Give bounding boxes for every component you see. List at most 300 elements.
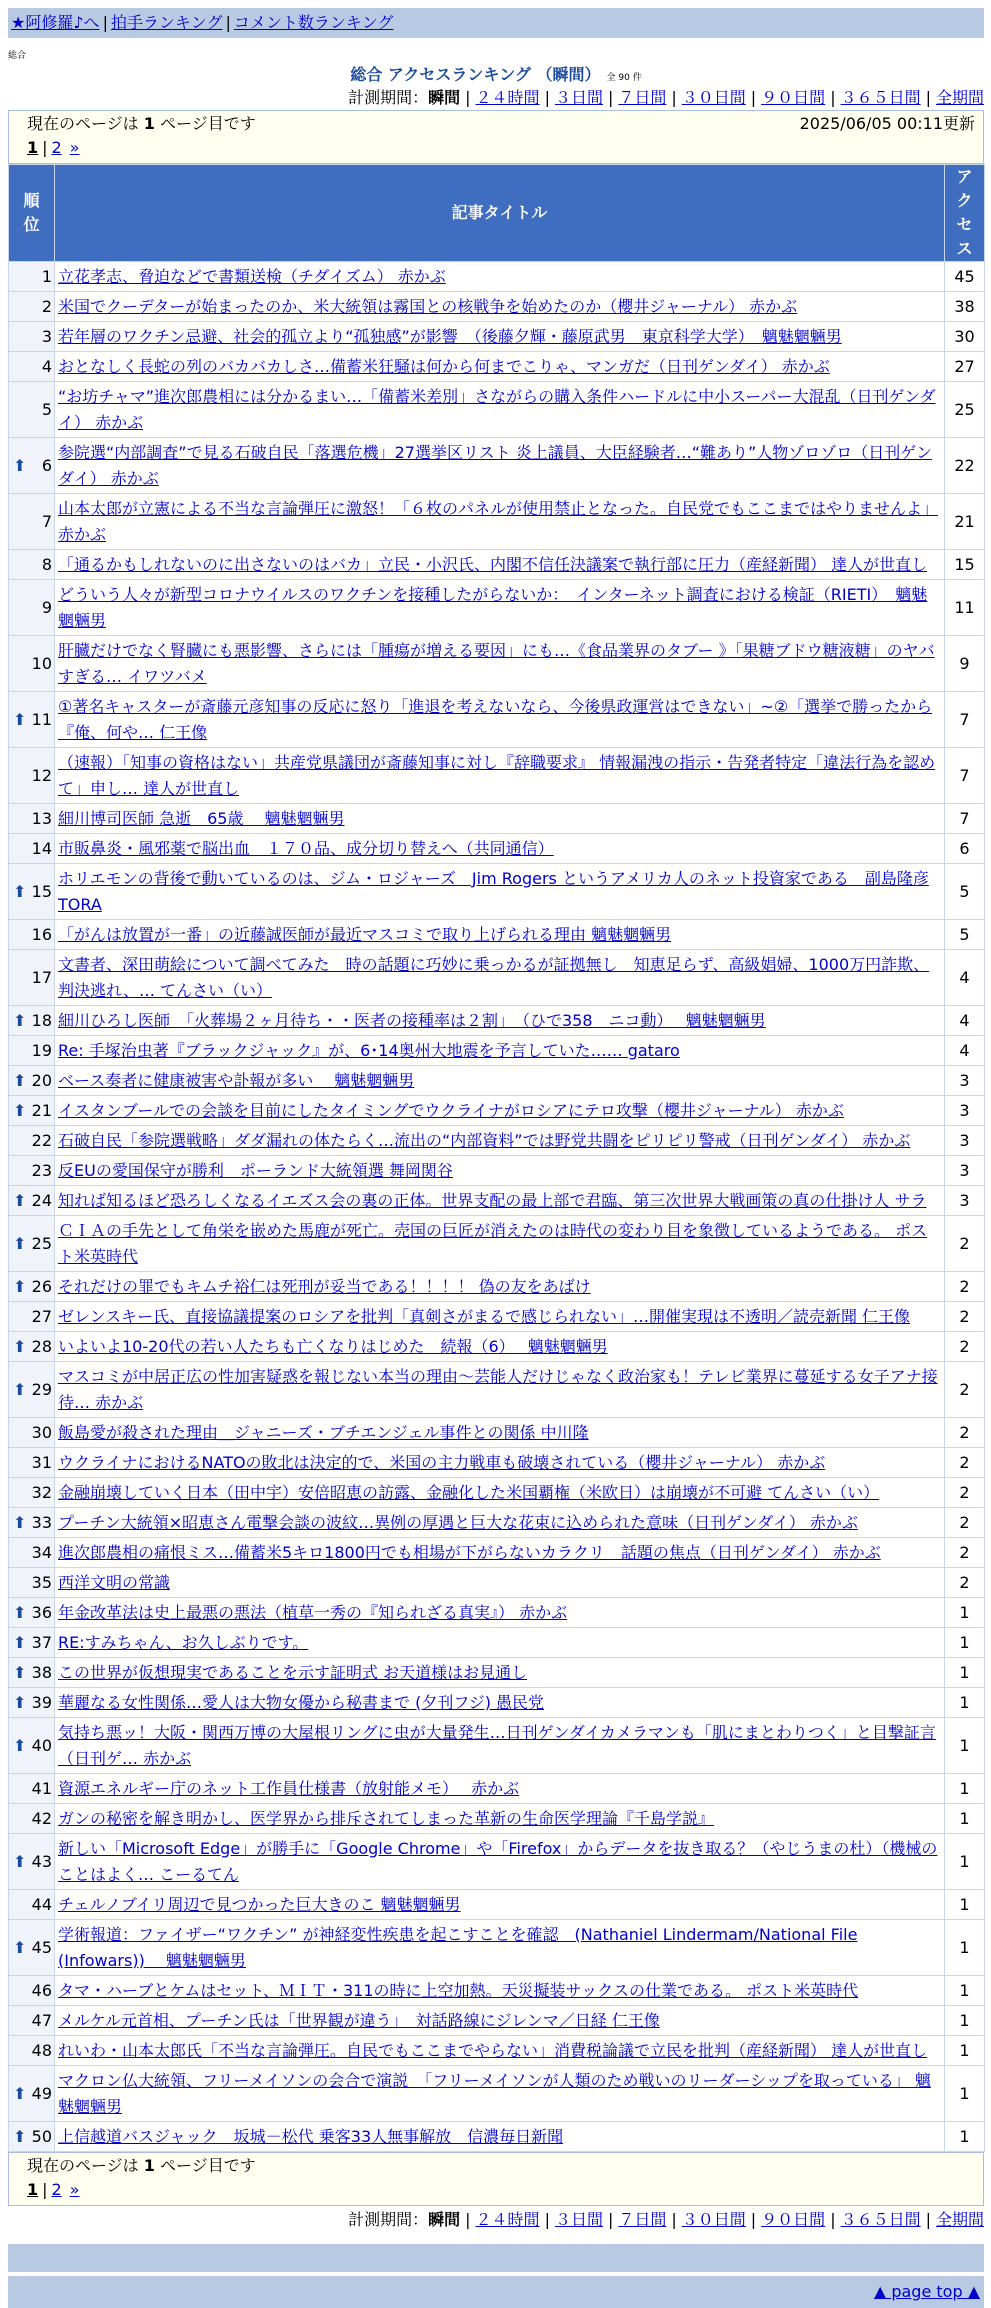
rank-cell: [9, 834, 55, 864]
rank-cell: [9, 920, 55, 950]
access-count: 7: [945, 692, 985, 748]
article-link[interactable]: 「通るかもしれないのに出さないのはバカ」立民・小沢氏、内閣不信任決議案で執行部に圧力（産経新聞） 達人が世直し: [58, 554, 928, 574]
title-cell: [55, 1362, 945, 1418]
article-link[interactable]: 年金改革法は史上最悪の悪法（植草一秀の『知られざる真実』） 赤かぶ: [58, 1602, 568, 1622]
rank-number: 32: [31, 1482, 52, 1502]
page-indicator: [27, 2153, 977, 2179]
rank-cell: [9, 1036, 55, 1066]
rank-number: 21: [31, 1100, 52, 1120]
title-cell: [55, 1718, 945, 1774]
period-option-2[interactable]: ７日間: [618, 88, 667, 107]
article-link[interactable]: 上信越道バスジャック 坂城－松代 乗客33人無事解放 信濃毎日新聞: [58, 2126, 564, 2146]
title-cell: [55, 2122, 945, 2152]
article-link[interactable]: 華麗なる女性関係…愛人は大物女優から秘書まで (夕刊フジ) 愚民党: [58, 1692, 545, 1712]
home-link[interactable]: ★阿修羅♪へ: [11, 13, 100, 32]
page-info-box-bottom: [8, 2152, 984, 2206]
article-link[interactable]: 肝臓だけでなく腎臓にも悪影響、さらには「腫瘍が増える要因」にも…《食品業界のタブー 》「果糖ブドウ糖液糖」のヤバすぎる… イワツバメ: [58, 640, 935, 686]
period-option-3[interactable]: ３０日間: [681, 2210, 746, 2229]
rank-up-arrow-icon: ⬆: [13, 1735, 27, 1755]
table-row: [9, 1774, 985, 1804]
separator: |: [925, 2210, 931, 2229]
category-label: 総合: [8, 51, 27, 61]
article-link[interactable]: 学術報道：ファイザー“ワクチン” が神経変性疾患を起こすことを確認 (Nathaniel Lindermam/National File (Infowars)) 魑魅魍魎男: [58, 1924, 858, 1970]
access-count: 3: [945, 1066, 985, 1096]
article-link[interactable]: 「がんは放置が一番」の近藤誠医師が最近マスコミで取り上げられる理由 魑魅魍魎男: [58, 924, 672, 944]
period-option-6[interactable]: 全期間: [935, 2210, 984, 2229]
separator: |: [750, 88, 757, 107]
access-count: 1: [945, 1658, 985, 1688]
rank-number: 33: [31, 1512, 52, 1532]
table-row: [9, 1568, 985, 1598]
period-current: 瞬間: [428, 88, 461, 107]
rank-up-arrow-icon: ⬆: [13, 881, 27, 901]
article-link[interactable]: RE:すみちゃん、お久しぶりです。: [58, 1632, 309, 1652]
pager-page-2[interactable]: 2: [51, 138, 62, 157]
separator: |: [544, 88, 550, 107]
title-cell: [55, 1216, 945, 1272]
rank-cell: [9, 1302, 55, 1332]
article-link[interactable]: 細川ひろし医師 「火葬場２ヶ月待ち・・医者の接種率は２割」 （ひで358 ニコ動） 魑魅魍魎男: [58, 1010, 766, 1030]
page-title: [8, 64, 984, 86]
rank-up-arrow-icon: ⬆: [13, 1336, 27, 1356]
table-row: [9, 1804, 985, 1834]
article-link[interactable]: ゼレンスキー氏、直接協議提案のロシアを批判「真剣さがまるで感じられない」…開催実現は不透明／読売新聞 仁王像: [58, 1306, 911, 1326]
title-cell: [55, 1538, 945, 1568]
article-link[interactable]: 知れば知るほど恐ろしくなるイエズス会の裏の正体。世界支配の最上部で君臨、第三次世界大戦画策の真の仕掛け人 サラ: [58, 1190, 927, 1210]
rank-number: 19: [31, 1040, 52, 1060]
table-row: [9, 352, 985, 382]
title-cell: [55, 1126, 945, 1156]
rank-cell: [9, 1718, 55, 1774]
table-row: [9, 1834, 985, 1890]
rank-number: 34: [31, 1542, 52, 1562]
rank-number: 37: [31, 1632, 52, 1652]
access-count: 6: [945, 834, 985, 864]
table-row: [9, 1598, 985, 1628]
rank-up-arrow-icon: ⬆: [13, 1512, 27, 1532]
article-link[interactable]: マクロン仏大統領、フリーメイソンの会合で演説 「フリーメイソンが人類のため戦いのリーダーシップを取っている」 魑魅魍魎男: [58, 2070, 931, 2116]
rank-cell: [9, 262, 55, 292]
period-option-0[interactable]: ２４時間: [475, 2210, 540, 2229]
access-count: 4: [945, 950, 985, 1006]
rank-up-arrow-icon: ⬆: [13, 1851, 27, 1871]
article-link[interactable]: メルケル元首相、プーチン氏は「世界観が違う」 対話路線にジレンマ／日経 仁王像: [58, 2010, 660, 2030]
updated-timestamp: 2025/06/05 00:11更新: [799, 114, 975, 133]
title-cell: [55, 1448, 945, 1478]
title-cell: [55, 804, 945, 834]
article-link[interactable]: 石破自民「参院選戦略」ダダ漏れの体たらく…流出の“内部資料”では野党共闘をピリピリ警戒（日刊ゲンダイ） 赤かぶ: [58, 1130, 911, 1150]
table-row: [9, 2036, 985, 2066]
separator: |: [102, 13, 108, 32]
page-wrapper: [8, 8, 984, 2308]
article-link[interactable]: 飯島愛が殺された理由＿ジャニーズ・ブチエンジェル事件との関係 中川隆: [58, 1422, 589, 1442]
article-link[interactable]: 金融崩壊していく日本（田中宇）安倍昭恵の訪露、金融化した米国覇権（米欧日）は崩壊が不可避 てんさい（い）: [58, 1482, 880, 1502]
rank-cell: [9, 1216, 55, 1272]
period-option-2[interactable]: ７日間: [618, 2210, 667, 2229]
rank-up-arrow-icon: ⬆: [13, 1662, 27, 1682]
table-row: [9, 550, 985, 580]
period-option-5[interactable]: ３６５日間: [840, 88, 921, 107]
table-row: [9, 1418, 985, 1448]
rank-number: 3: [41, 326, 52, 346]
rank-up-arrow-icon: ⬆: [13, 2126, 27, 2146]
table-row: [9, 1272, 985, 1302]
rank-number: 45: [31, 1937, 52, 1957]
rank-cell: [9, 1186, 55, 1216]
article-link[interactable]: タマ・ハーブとケムはセット、ＭＩＴ・311の時に上空加熱。天災擬装サックスの仕業である。 ポスト米英時代: [58, 1980, 859, 2000]
access-count: 2: [945, 1568, 985, 1598]
article-link[interactable]: ベース奏者に健康被害や訃報が多い 魑魅魍魎男: [58, 1070, 415, 1090]
table-row: [9, 834, 985, 864]
article-link[interactable]: れいわ・山本太郎氏「不当な言論弾圧。自民でもここまでやらない」消費税論議で立民を批判（産経新聞） 達人が世直し: [58, 2040, 928, 2060]
rank-up-arrow-icon: ⬆: [13, 1632, 27, 1652]
access-count: 5: [945, 864, 985, 920]
period-option-5[interactable]: ３６５日間: [840, 2210, 921, 2229]
article-link[interactable]: マスコミが中居正広の性加害疑惑を報じない本当の理由〜芸能人だけじゃなく政治家も！テレビ業界に蔓延する女子アナ接待… 赤かぶ: [58, 1366, 938, 1412]
rank-cell: [9, 1126, 55, 1156]
rank-up-arrow-icon: ⬆: [13, 1692, 27, 1712]
pager: [27, 137, 977, 161]
rank-cell: [9, 1890, 55, 1920]
rank-number: 23: [31, 1160, 52, 1180]
access-count: 4: [945, 1006, 985, 1036]
period-option-0[interactable]: ２４時間: [475, 88, 540, 107]
table-row: [9, 920, 985, 950]
rank-number: 24: [31, 1190, 52, 1210]
page-suffix: ページ目です: [160, 114, 256, 133]
rank-number: 42: [31, 1808, 52, 1828]
rank-cell: [9, 1804, 55, 1834]
title-cell: [55, 748, 945, 804]
rank-cell: [9, 292, 55, 322]
table-row: [9, 864, 985, 920]
rank-cell: [9, 1920, 55, 1976]
table-row: [9, 1688, 985, 1718]
access-count: 2: [945, 1508, 985, 1538]
rank-number: 31: [31, 1452, 52, 1472]
article-link[interactable]: ガンの秘密を解き明かし、医学界から排斥されてしまった革新の生命医学理論『千島学説』: [58, 1808, 715, 1828]
article-link[interactable]: 参院選“内部調査”で見る石破自民「落選危機」27選挙区リスト 炎上議員、大臣経験者…“難あり”人物ゾロゾロ（日刊ゲンダイ） 赤かぶ: [58, 442, 932, 488]
table-row: [9, 1362, 985, 1418]
top-nav-bar: [8, 8, 984, 38]
separator: |: [671, 88, 677, 107]
rank-number: 2: [41, 296, 52, 316]
footer-bar-pagetop: [8, 2276, 984, 2308]
page-info-box: [8, 110, 984, 164]
table-row: [9, 292, 985, 322]
article-link[interactable]: 新しい「Microsoft Edge」が勝手に「Google Chrome」や「Firefox」からデータを抜き取る？（やじうまの杜）（機械のことはよく… こーるてん: [58, 1838, 938, 1884]
access-count: 22: [945, 438, 985, 494]
rank-cell: [9, 1568, 55, 1598]
access-count: 9: [945, 636, 985, 692]
rank-cell: [9, 804, 55, 834]
table-row: [9, 1006, 985, 1036]
table-row: [9, 636, 985, 692]
rank-cell: [9, 2066, 55, 2122]
current-page-number: 1: [143, 114, 155, 133]
access-count: 5: [945, 920, 985, 950]
rank-number: 41: [31, 1778, 52, 1798]
rank-up-arrow-icon: ⬆: [13, 1233, 27, 1253]
title-cell: [55, 1774, 945, 1804]
separator: |: [750, 2210, 757, 2229]
comment-ranking-link[interactable]: コメント数ランキング: [233, 13, 394, 32]
table-row: [9, 692, 985, 748]
title-cell: [55, 1598, 945, 1628]
rank-up-arrow-icon: ⬆: [13, 1010, 27, 1030]
article-link[interactable]: 西洋文明の常識: [58, 1572, 171, 1592]
access-count: 3: [945, 1186, 985, 1216]
page-title-text: 総合 アクセスランキング （瞬間）: [350, 65, 601, 84]
access-count: 1: [945, 2036, 985, 2066]
period-label: 計測期間：: [348, 2210, 429, 2229]
table-row: [9, 1036, 985, 1066]
table-row: [9, 1658, 985, 1688]
title-cell: [55, 1920, 945, 1976]
period-option-6[interactable]: 全期間: [935, 88, 984, 107]
rank-number: 7: [41, 511, 52, 531]
clap-ranking-link[interactable]: 拍手ランキング: [110, 13, 223, 32]
article-link[interactable]: 市販鼻炎・風邪薬で脳出血 １７０品、成分切り替えへ（共同通信）: [58, 838, 554, 858]
pager-page-2[interactable]: 2: [51, 2180, 62, 2199]
ranking-table-body: [9, 262, 985, 2152]
access-count: 1: [945, 2066, 985, 2122]
rank-up-arrow-icon: ⬆: [13, 1276, 27, 1296]
rank-number: 50: [31, 2126, 52, 2146]
article-link[interactable]: 細川博司医師 急逝 65歳 魑魅魍魎男: [58, 808, 345, 828]
pager-next[interactable]: »: [69, 138, 80, 157]
title-cell: [55, 438, 945, 494]
rank-cell: [9, 1448, 55, 1478]
rank-cell: [9, 1658, 55, 1688]
current-page-number: 1: [143, 2156, 155, 2175]
rank-cell: [9, 438, 55, 494]
article-link[interactable]: 若年層のワクチン忌避、社会的孤立より“孤独感”が影響 （後藤夕輝・藤原武男 東京科学大学） 魑魅魍魎男: [58, 326, 842, 346]
article-link[interactable]: （速報）「知事の資格はない」共産党県議団が斎藤知事に対し『辞職要求』 情報漏洩の指示・告発者特定「違法行為を認めて」申し… 達人が世直し: [58, 752, 936, 798]
title-cell: [55, 1302, 945, 1332]
rank-number: 48: [31, 2040, 52, 2060]
separator: |: [42, 138, 48, 157]
period-selector: [8, 86, 984, 110]
rank-number: 12: [31, 765, 52, 785]
article-link[interactable]: ホリエモンの背後で動いているのは、ジム・ロジャーズ Jim Rogers というアメリカ人のネット投資家である 副島隆彦 TORA: [58, 868, 929, 914]
article-link[interactable]: イスタンブールでの会談を目前にしたタイミングでウクライナがロシアにテロ攻撃（櫻井ジャーナル） 赤かぶ: [58, 1100, 844, 1120]
rank-cell: [9, 1688, 55, 1718]
access-count: 1: [945, 2006, 985, 2036]
access-count: 1: [945, 1718, 985, 1774]
table-row: [9, 580, 985, 636]
access-count: 38: [945, 292, 985, 322]
table-row: [9, 1066, 985, 1096]
rank-cell: [9, 748, 55, 804]
rank-cell: [9, 382, 55, 438]
title-cell: [55, 322, 945, 352]
header-count: アクセス: [945, 165, 985, 262]
rank-cell: [9, 636, 55, 692]
table-row: [9, 262, 985, 292]
rank-number: 10: [31, 653, 52, 673]
access-count: 1: [945, 2122, 985, 2152]
title-cell: [55, 864, 945, 920]
rank-cell: [9, 1272, 55, 1302]
rank-cell: [9, 1362, 55, 1418]
access-count: 11: [945, 580, 985, 636]
article-link[interactable]: 進次郎農相の痛恨ミス…備蓄米5キロ1800円でも相場が下がらないカラクリ 話題の焦点（日刊ゲンダイ） 赤かぶ: [58, 1542, 881, 1562]
title-cell: [55, 1890, 945, 1920]
separator: |: [544, 2210, 550, 2229]
rank-number: 38: [31, 1662, 52, 1682]
access-count: 2: [945, 1538, 985, 1568]
title-cell: [55, 1568, 945, 1598]
article-link[interactable]: チェルノブイリ周辺で見つかった巨大きのこ 魑魅魍魎男: [58, 1894, 461, 1914]
rank-cell: [9, 1066, 55, 1096]
table-row: [9, 804, 985, 834]
ranking-table: [8, 164, 985, 2152]
title-cell: [55, 1036, 945, 1066]
article-link[interactable]: それだけの罪でもキムチ裕仁は死刑が妥当である！！！！ 偽の友をあばけ: [58, 1276, 591, 1296]
access-count: 1: [945, 1774, 985, 1804]
title-cell: [55, 1478, 945, 1508]
title-cell: [55, 1688, 945, 1718]
article-link[interactable]: ①著名キャスターが斎藤元彦知事の反応に怒り「進退を考えないなら、今後県政運営はできない」~②「選挙で勝ったから『俺、何や… 仁王像: [58, 696, 933, 742]
rank-cell: [9, 494, 55, 550]
article-link[interactable]: ウクライナにおけるNATOの敗北は決定的で、米国の主力戦車も破壊されている（櫻井ジャーナル） 赤かぶ: [58, 1452, 826, 1472]
page-suffix: ページ目です: [160, 2156, 256, 2175]
title-cell: [55, 950, 945, 1006]
table-row: [9, 1096, 985, 1126]
article-link[interactable]: どういう人々が新型コロナウイルスのワクチンを接種したがらないか： インターネット調査における検証（RIETI） 魑魅魍魎男: [58, 584, 928, 630]
page-top-link[interactable]: ▲ page top ▲: [873, 2282, 980, 2301]
table-row: [9, 2122, 985, 2152]
title-cell: [55, 1658, 945, 1688]
total-count: 全 90 件: [606, 73, 642, 83]
rank-cell: [9, 1834, 55, 1890]
table-row: [9, 748, 985, 804]
access-count: 1: [945, 1976, 985, 2006]
rank-number: 25: [31, 1233, 52, 1253]
rank-number: 13: [31, 808, 52, 828]
article-link[interactable]: 気持ち悪ッ！大阪・関西万博の大屋根リングに虫が大量発生…日刊ゲンダイカメラマンも「肌にまとわりつく」と目撃証言（日刊ゲ… 赤かぶ: [58, 1722, 936, 1768]
table-row: [9, 1186, 985, 1216]
title-cell: [55, 692, 945, 748]
period-option-3[interactable]: ３０日間: [681, 88, 746, 107]
access-count: 2: [945, 1216, 985, 1272]
article-link[interactable]: “お坊チャマ”進次郎農相には分かるまい…「備蓄米差別」さながらの購入条件ハードルに中小スーパー大混乱（日刊ゲンダイ） 赤かぶ: [58, 386, 936, 432]
rank-number: 18: [31, 1010, 52, 1030]
article-link[interactable]: 山本太郎が立憲による不当な言論弾圧に激怒！「６枚のパネルが使用禁止となった。自民党でもここまではやりませんよ」 赤かぶ: [58, 498, 939, 544]
rank-number: 39: [31, 1692, 52, 1712]
rank-cell: [9, 864, 55, 920]
rank-cell: [9, 1006, 55, 1036]
period-option-1[interactable]: ３日間: [554, 88, 603, 107]
table-row: [9, 2066, 985, 2122]
period-option-4[interactable]: ９０日間: [761, 88, 826, 107]
table-row: [9, 1302, 985, 1332]
rank-cell: [9, 322, 55, 352]
rank-cell: [9, 2122, 55, 2152]
rank-cell: [9, 1598, 55, 1628]
title-cell: [55, 2006, 945, 2036]
rank-number: 29: [31, 1379, 52, 1399]
rank-number: 15: [31, 881, 52, 901]
access-count: 21: [945, 494, 985, 550]
rank-cell: [9, 1774, 55, 1804]
page-prefix: 現在のページは: [27, 114, 139, 133]
access-count: 4: [945, 1036, 985, 1066]
rank-up-arrow-icon: ⬆: [13, 1379, 27, 1399]
rank-cell: [9, 1332, 55, 1362]
period-label: 計測期間：: [348, 88, 429, 107]
article-link[interactable]: 資源エネルギー庁のネット工作員仕様書（放射能メモ） 赤かぶ: [58, 1778, 520, 1798]
title-cell: [55, 262, 945, 292]
rank-cell: [9, 580, 55, 636]
pager-bottom: [27, 2179, 977, 2203]
title-cell: [55, 1804, 945, 1834]
article-link[interactable]: ＣＩＡの手先として角栄を嵌めた馬鹿が死亡。売国の巨匠が消えたのは時代の変わり目を象徴しているようである。 ポスト米英時代: [58, 1220, 928, 1266]
title-cell: [55, 834, 945, 864]
access-count: 2: [945, 1332, 985, 1362]
access-count: 30: [945, 322, 985, 352]
article-link[interactable]: この世界が仮想現実であることを示す証明式 お天道様はお見通し: [58, 1662, 528, 1682]
rank-number: 20: [31, 1070, 52, 1090]
rank-number: 43: [31, 1851, 52, 1871]
article-link[interactable]: おとなしく長蛇の列のバカバカしさ…備蓄米狂騒は何から何までこりゃ、マンガだ（日刊ゲンダイ） 赤かぶ: [58, 356, 830, 376]
access-count: 2: [945, 1478, 985, 1508]
rank-number: 30: [31, 1422, 52, 1442]
access-count: 1: [945, 1804, 985, 1834]
period-option-1[interactable]: ３日間: [554, 2210, 603, 2229]
footer-bar: [8, 2244, 984, 2272]
article-link[interactable]: Re: 手塚治虫著『ブラックジャック』が、6･14奥州大地震を予言していた…… gataro: [58, 1040, 680, 1060]
pager-next[interactable]: »: [69, 2180, 80, 2199]
rank-number: 4: [41, 356, 52, 376]
title-cell: [55, 1186, 945, 1216]
rank-up-arrow-icon: ⬆: [13, 1937, 27, 1957]
rank-number: 27: [31, 1306, 52, 1326]
table-row: [9, 322, 985, 352]
rank-number: 8: [41, 554, 52, 574]
article-link[interactable]: 反EUの愛国保守が勝利 ポーランド大統領選 舞岡関谷: [58, 1160, 453, 1180]
table-row: [9, 1332, 985, 1362]
title-cell: [55, 1006, 945, 1036]
access-count: 3: [945, 1156, 985, 1186]
title-cell: [55, 292, 945, 322]
rank-number: 28: [31, 1336, 52, 1356]
article-link[interactable]: プーチン大統領×昭恵さん電撃会談の波紋…異例の厚遇と巨大な花束に込められた意味（日刊ゲンダイ） 赤かぶ: [58, 1512, 858, 1532]
access-count: 1: [945, 1834, 985, 1890]
rank-number: 46: [31, 1980, 52, 2000]
rank-cell: [9, 950, 55, 1006]
article-link[interactable]: 文書者、深田萌絵について調べてみた 時の話題に巧妙に乗っかるが証拠無し 知恵足らず、高級娼婦、1000万円詐欺、判決逃れ、… てんさい（い）: [58, 954, 930, 1000]
article-link[interactable]: いよいよ10-20代の若い人たちも亡くなりはじめた 続報（6） 魑魅魍魎男: [58, 1336, 608, 1356]
rank-cell: [9, 1508, 55, 1538]
title-cell: [55, 1066, 945, 1096]
article-link[interactable]: 米国でクーデターが始まったのか、米大統領は霧国との核戦争を始めたのか（櫻井ジャーナル） 赤かぶ: [58, 296, 798, 316]
title-cell: [55, 1508, 945, 1538]
title-cell: [55, 1272, 945, 1302]
rank-up-arrow-icon: ⬆: [13, 2083, 27, 2103]
period-option-4[interactable]: ９０日間: [761, 2210, 826, 2229]
separator: |: [607, 88, 614, 107]
rank-cell: [9, 352, 55, 382]
title-cell: [55, 1096, 945, 1126]
access-count: 2: [945, 1448, 985, 1478]
pager-current: 1: [27, 138, 39, 157]
title-cell: [55, 580, 945, 636]
rank-number: 1: [41, 266, 52, 286]
article-link[interactable]: 立花孝志、脅迫などで書類送検（チダイズム） 赤かぶ: [58, 266, 446, 286]
table-row: [9, 1976, 985, 2006]
